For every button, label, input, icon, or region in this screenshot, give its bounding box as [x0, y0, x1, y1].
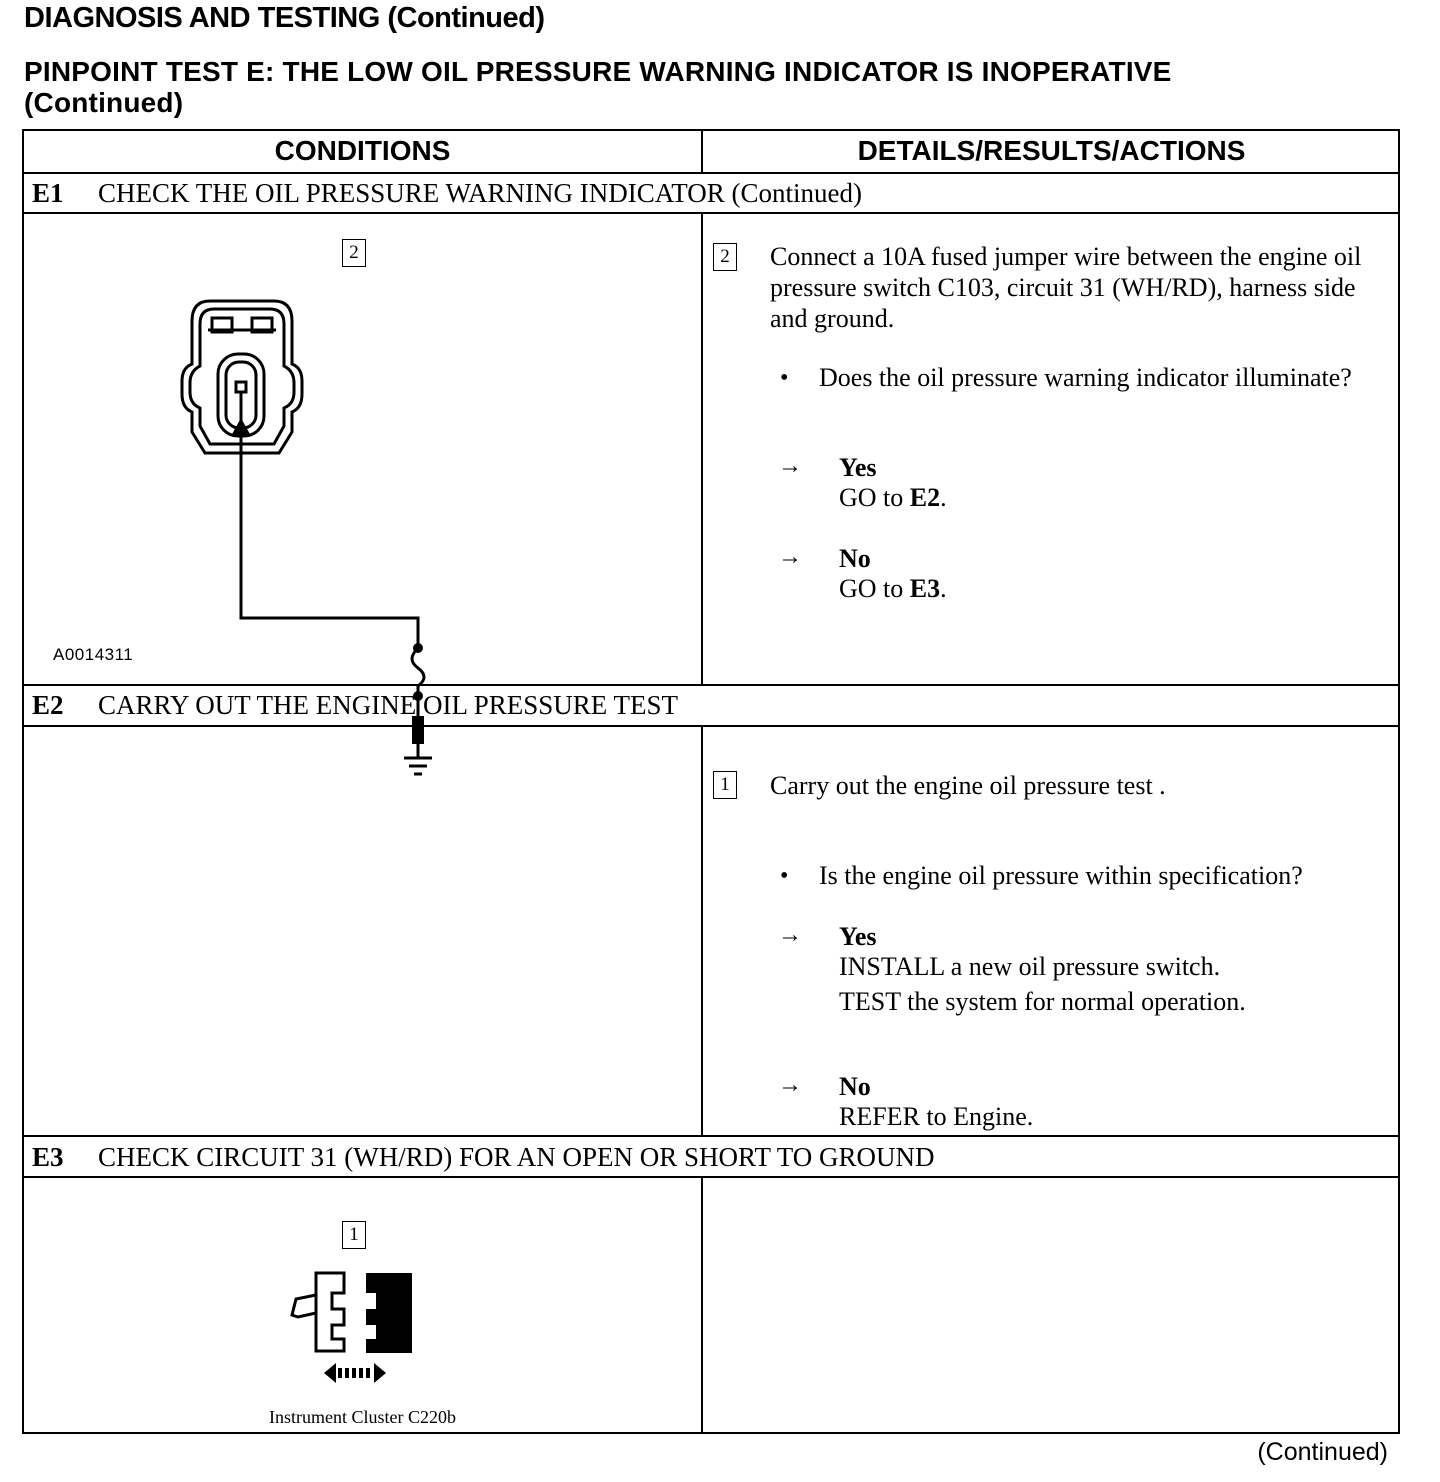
result-action-target: E2 [909, 483, 941, 512]
result-action: INSTALL a new oil pressure switch. [839, 952, 1221, 981]
result-action-prefix: GO to [839, 483, 910, 512]
step-title: CHECK THE OIL PRESSURE WARNING INDICATOR (Continued) [98, 178, 863, 208]
column-divider [701, 1176, 703, 1434]
result-action-suffix: . [940, 574, 947, 603]
action-instruction: Connect a 10A fused jumper wire between the engine oil pressure switch C103, circuit 31 (WH/RD), harness side and ground. [770, 242, 1362, 333]
arrow-icon: → [778, 922, 802, 948]
bullet: • [780, 365, 789, 391]
result-yes [839, 922, 1246, 1017]
result-label: No [839, 544, 871, 573]
column-header-details: DETAILS/RESULTS/ACTIONS [857, 135, 1246, 166]
step-id: E2 [32, 690, 64, 720]
divider [24, 684, 1398, 686]
figure-step-number: 1 [342, 1221, 366, 1249]
arrow-icon: → [778, 453, 802, 479]
action-step-number: 2 [713, 243, 737, 271]
action-step-number: 1 [713, 771, 737, 799]
figure-caption: Instrument Cluster C220b [269, 1407, 456, 1427]
divider [24, 172, 1398, 174]
result-action: REFER to Engine. [839, 1102, 1034, 1131]
step-id: E3 [32, 1142, 64, 1172]
step-title: CARRY OUT THE ENGINE OIL PRESSURE TEST [98, 690, 679, 720]
figure-step-number: 2 [342, 239, 366, 267]
figure-id: A0014311 [53, 645, 134, 664]
result-action-prefix: GO to [839, 574, 910, 603]
divider [24, 1176, 1398, 1178]
step-header-e2 [32, 690, 678, 721]
pinpoint-test-table [22, 129, 1400, 1434]
result-label: Yes [839, 922, 877, 951]
action-instruction: Carry out the engine oil pressure test . [770, 771, 1166, 800]
step-title: CHECK CIRCUIT 31 (WH/RD) FOR AN OPEN OR SHORT TO GROUND [98, 1142, 935, 1172]
column-divider [701, 212, 703, 684]
step-id: E1 [32, 178, 64, 208]
divider [24, 725, 1398, 727]
result-action: TEST the system for normal operation. [839, 987, 1246, 1016]
result-yes [839, 453, 947, 513]
bullet: • [780, 863, 789, 889]
continued-footer: (Continued) [1257, 1438, 1388, 1466]
result-label: Yes [839, 453, 877, 482]
question-text: Is the engine oil pressure within specification? [819, 861, 1303, 890]
result-no [839, 544, 947, 604]
arrow-icon: → [778, 1072, 802, 1098]
column-header-conditions: CONDITIONS [274, 135, 451, 166]
fused-jumper-wire [174, 296, 494, 661]
pinpoint-test-title [24, 56, 1324, 118]
step-header-e1 [32, 178, 862, 209]
result-no [839, 1072, 1033, 1132]
column-divider [701, 725, 703, 1135]
question-text: Does the oil pressure warning indicator illuminate? [819, 363, 1352, 392]
result-action-target: E3 [909, 574, 941, 603]
result-label: No [839, 1072, 871, 1101]
step-header-e3 [32, 1142, 934, 1173]
arrow-icon: → [778, 544, 802, 570]
page-title: DIAGNOSIS AND TESTING (Continued) [24, 2, 545, 34]
divider [24, 212, 1398, 214]
connector-disconnect-diagram [286, 1265, 416, 1395]
test-title-text: PINPOINT TEST E: THE LOW OIL PRESSURE WARNING INDICATOR IS INOPERATIVE [24, 56, 1172, 87]
divider [24, 1135, 1398, 1137]
result-action-suffix: . [940, 483, 947, 512]
test-title-continued: (Continued) [24, 87, 184, 118]
